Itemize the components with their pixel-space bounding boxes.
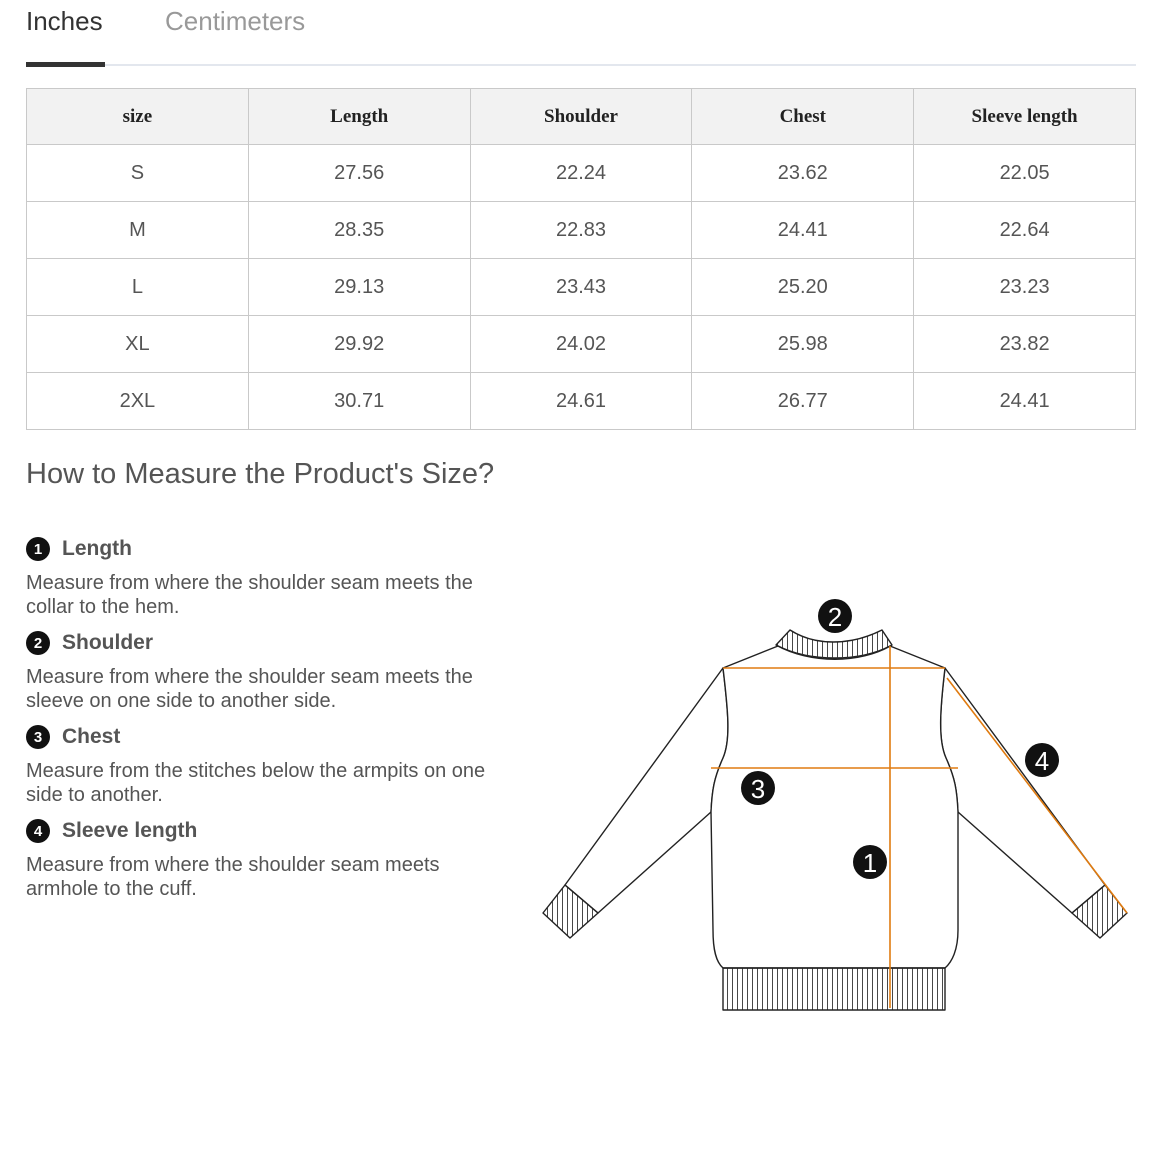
table-row [27,145,1136,202]
step-title: Sleeve length [62,819,198,842]
table-cell: 24.41 [914,373,1136,430]
header-sleeve-length: Sleeve length [914,89,1136,145]
measure-step-length [26,535,516,619]
table-cell: 22.83 [470,202,692,259]
table-cell: 24.41 [692,202,914,259]
step-title: Chest [62,725,121,748]
table-cell: 30.71 [248,373,470,430]
table-cell: S [27,145,249,202]
header-chest: Chest [692,89,914,145]
unit-tabs [26,0,1136,68]
table-cell: XL [27,316,249,373]
table-cell: 22.64 [914,202,1136,259]
table-cell: 2XL [27,373,249,430]
table-cell: 29.92 [248,316,470,373]
tabs-baseline [26,64,1136,66]
step-header [26,723,516,751]
step-description: Measure from where the shoulder seam meets the sleeve on one side to another side. [26,666,473,712]
size-chart-table [26,88,1136,430]
table-row [27,316,1136,373]
table-row [27,202,1136,259]
table-cell: 23.62 [692,145,914,202]
table-cell: 24.61 [470,373,692,430]
measure-step-shoulder [26,629,516,713]
how-to-measure-title: How to Measure the Product's Size? [26,458,495,490]
table-cell: 29.13 [248,259,470,316]
hem-rib [723,968,945,1010]
table-cell: 23.43 [470,259,692,316]
step-header [26,629,516,657]
step-description: Measure from where the shoulder seam meets the collar to the hem. [26,572,473,618]
table-cell: 28.35 [248,202,470,259]
tab-centimeters[interactable]: Centimeters [165,6,306,36]
tab-inches[interactable]: Inches [26,6,103,36]
header-shoulder: Shoulder [470,89,692,145]
table-cell: 23.23 [914,259,1136,316]
step-number-badge: 1 [26,537,50,561]
table-cell: 25.20 [692,259,914,316]
table-cell: 25.98 [692,316,914,373]
marker-chest: 3 [750,774,766,804]
step-header [26,535,516,563]
step-number-badge: 2 [26,631,50,655]
table-cell: 24.02 [470,316,692,373]
sweater-body [711,646,958,968]
table-row [27,373,1136,430]
step-title: Length [62,537,132,560]
table-cell: 26.77 [692,373,914,430]
step-description: Measure from where the shoulder seam meets armhole to the cuff. [26,854,440,900]
active-tab-indicator [26,62,105,67]
left-sleeve [565,668,728,913]
measure-steps-list [26,535,516,901]
step-description: Measure from the stitches below the armpits on one side to another. [26,760,486,806]
table-cell: 22.24 [470,145,692,202]
table-header-row [27,89,1136,145]
table-cell: L [27,259,249,316]
header-length: Length [248,89,470,145]
step-title: Shoulder [62,631,154,654]
measure-step-sleeve-length [26,817,516,901]
step-header [26,817,516,845]
step-number-badge: 3 [26,725,50,749]
step-number-badge: 4 [26,819,50,843]
marker-length: 1 [862,848,878,878]
measure-step-chest [26,723,516,807]
marker-sleeve-length: 4 [1034,746,1050,776]
header-size: size [27,89,249,145]
marker-shoulder: 2 [827,602,843,632]
sweater-illustration [540,590,1140,1020]
table-cell: 22.05 [914,145,1136,202]
table-cell: 23.82 [914,316,1136,373]
table-cell: M [27,202,249,259]
table-cell: 27.56 [248,145,470,202]
right-sleeve [941,668,1105,913]
table-row [27,259,1136,316]
